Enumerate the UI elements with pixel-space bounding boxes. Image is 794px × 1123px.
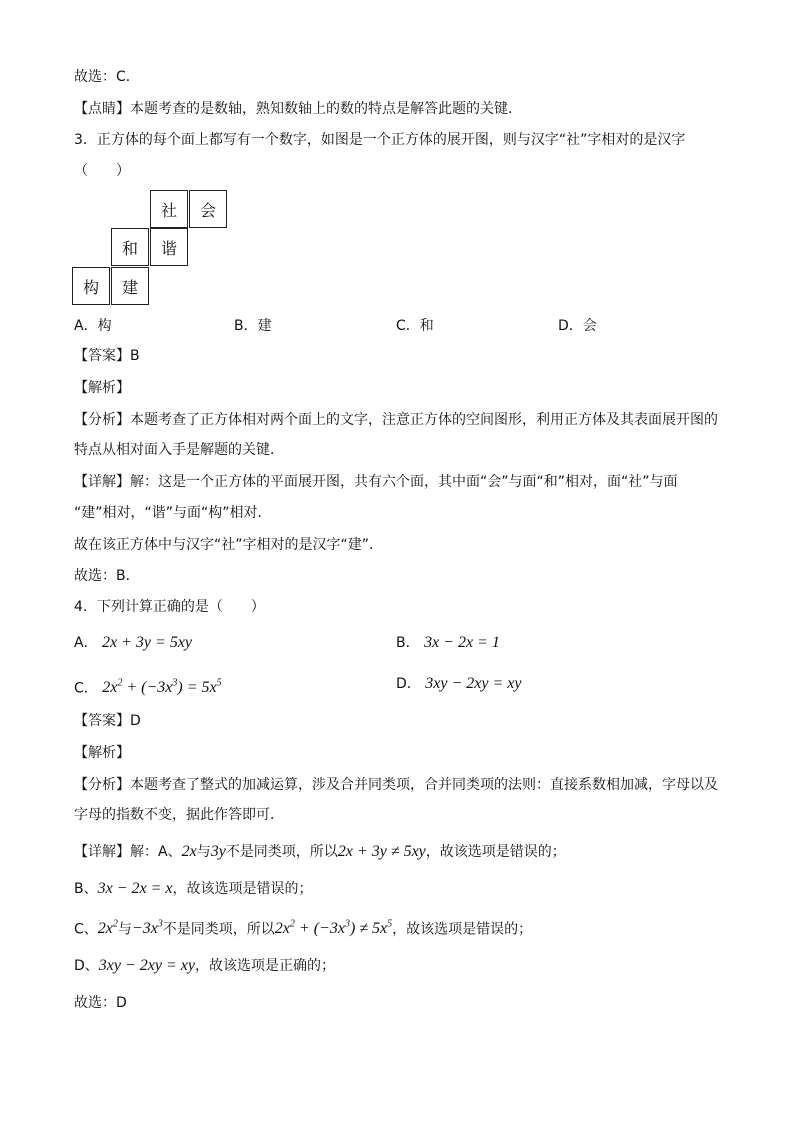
q4-option-b	[396, 633, 500, 653]
cube-net-figure	[72, 190, 232, 308]
q4-detail-c-tail: ，故该选项是错误的；	[392, 921, 533, 938]
q4-detail-a-prefix: 【详解】解：A、	[74, 844, 182, 860]
q3-stem-line2: （ ）	[74, 163, 130, 179]
q4-option-b-label: B．	[396, 635, 420, 651]
q3-stem-line1: 3．正方体的每个面上都写有一个数字，如图是一个正方体的展开图，则与汉字“社”字相对的是汉字	[74, 132, 686, 148]
q4-detail-a-tail: ，故该选项是错误的；	[425, 844, 566, 860]
q4-option-d-expr: 3xy − 2xy = xy	[425, 675, 522, 692]
q4-option-c	[74, 674, 222, 698]
net-cell-jian: 建	[111, 267, 149, 305]
q4-detail-c-expr: $2x^2 + (-3x^3) \ne 5x^5$	[274, 919, 393, 938]
q4-detail-b	[74, 879, 313, 899]
q4-option-a	[74, 633, 192, 653]
q3-option-c: C．和	[396, 318, 434, 334]
q4-option-d	[396, 674, 521, 694]
q4-option-a-expr: 2x + 3y = 5xy	[102, 634, 193, 651]
q3-detail-line3: 故在该正方体中与汉字“社”字相对的是汉字“建”．	[74, 537, 384, 553]
q4-option-a-label: A．	[74, 635, 98, 651]
q4-detail-b-expr: 3x − 2x = x	[97, 880, 173, 897]
q3-detail-line2: “建”相对，“谐”与面“构”相对．	[74, 505, 272, 521]
q4-detail-c-prefix: C、	[74, 921, 98, 938]
q4-option-c-label: C．	[74, 680, 98, 697]
q3-option-b: B．建	[234, 318, 272, 334]
q4-detail-b-tail: ，故该选项是错误的；	[172, 881, 313, 897]
q4-detail-a-term1: 2x	[181, 843, 197, 860]
q4-detail-a-mid: 与	[196, 844, 211, 860]
q3-choice: 故选：B．	[74, 568, 140, 584]
q4-option-b-expr: 3x − 2x = 1	[424, 634, 500, 651]
q3-detail-line1: 【详解】解：这是一个正方体的平面展开图，共有六个面，其中面“会”与面“和”相对，面“社”与面	[74, 474, 678, 490]
q3-answer: 【答案】B	[74, 348, 140, 364]
q4-detail-a	[74, 842, 566, 862]
q3-fenxi-line1: 【分析】本题考查了正方体相对两个面上的文字，注意正方体的空间图形，利用正方体及其表面展开图的	[74, 412, 718, 428]
q4-detail-c-term1: $2x^2$	[97, 919, 118, 938]
net-cell-gou: 构	[72, 267, 110, 305]
q4-detail-d	[74, 956, 335, 976]
q4-answer: 【答案】D	[74, 713, 141, 729]
q4-detail-d-expr: 3xy − 2xy = xy	[98, 957, 195, 974]
net-cell-he: 和	[111, 228, 149, 266]
q4-detail-d-prefix: D、	[74, 958, 99, 974]
q4-fenxi-line2: 字母的指数不变，据此作答即可．	[74, 807, 284, 823]
q4-option-d-label: D．	[396, 676, 421, 692]
q4-detail-c	[74, 915, 532, 939]
q4-detail-a-mid2: 不是同类项，所以	[225, 844, 338, 860]
q3-fenxi-line2: 特点从相对面入手是解题的关键．	[74, 442, 284, 458]
q4-stem: 4．下列计算正确的是（ ）	[74, 599, 265, 615]
net-cell-xie: 谐	[150, 228, 188, 266]
q4-detail-c-mid2: 不是同类项，所以	[162, 921, 275, 938]
q4-detail-c-mid: 与	[117, 921, 132, 938]
q4-detail-c-term2: $-3x^3$	[131, 919, 163, 938]
net-cell-she: 社	[150, 190, 188, 228]
q4-analysis-title: 【解析】	[74, 745, 130, 761]
q4-detail-a-expr: 2x + 3y ≠ 5xy	[337, 843, 426, 860]
net-cell-hui: 会	[189, 190, 227, 228]
q4-choice: 故选：D	[74, 995, 127, 1011]
q3-analysis-title: 【解析】	[74, 380, 130, 396]
q4-option-c-expr: $2x^2 + (-3x^3) = 5x^5$	[102, 678, 222, 697]
prev-comment: 【点睛】本题考查的是数轴，熟知数轴上的数的特点是解答此题的关键．	[74, 101, 522, 117]
prev-choice: 故选：C．	[74, 69, 140, 85]
q4-detail-a-term2: 3y	[210, 843, 226, 860]
q3-option-d: D．会	[558, 318, 597, 334]
q4-fenxi-line1: 【分析】本题考查了整式的加减运算，涉及合并同类项，合并同类项的法则：直接系数相加减，字母以及	[74, 777, 718, 793]
q3-option-a: A．构	[74, 318, 112, 334]
q4-detail-b-prefix: B、	[74, 881, 98, 897]
q4-detail-d-tail: ，故该选项是正确的；	[194, 958, 335, 974]
